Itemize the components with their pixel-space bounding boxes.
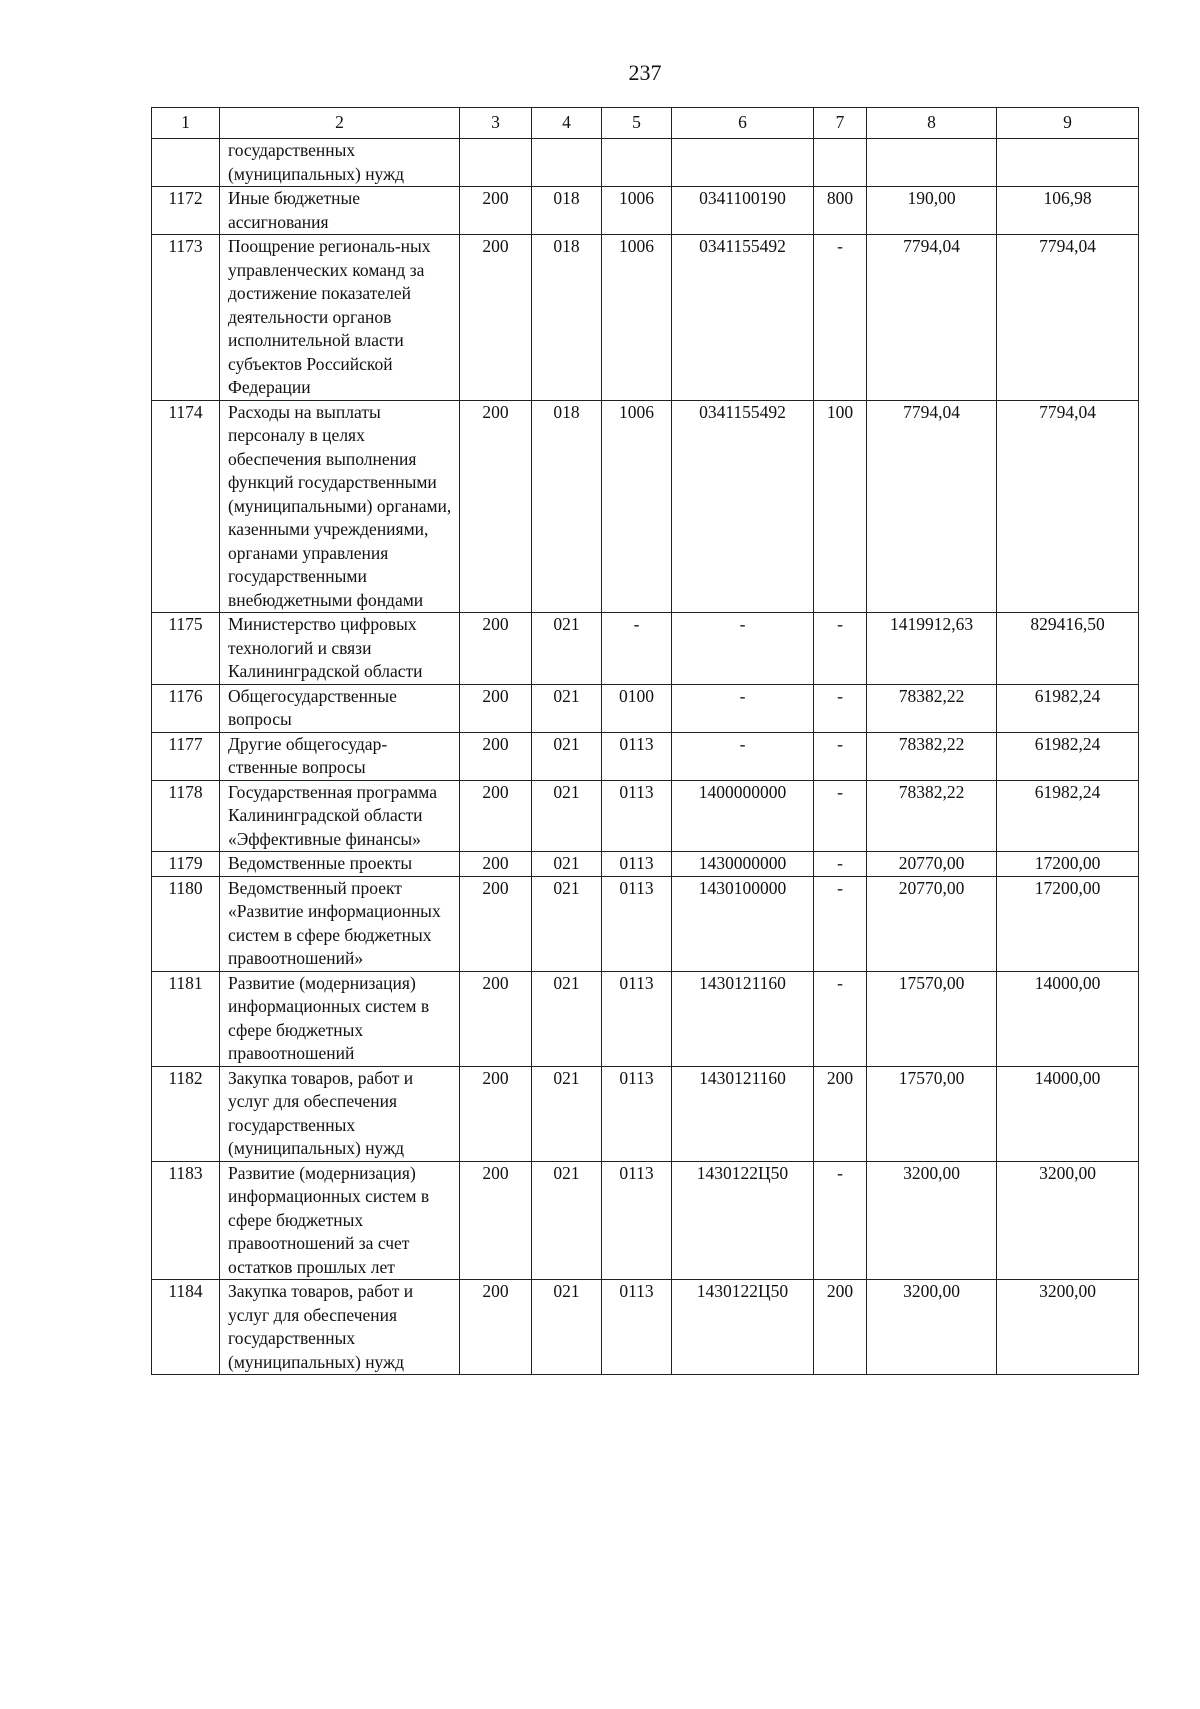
code-col4-cell: 021 bbox=[532, 732, 602, 780]
item-name-cell: Государственная программа Калининградской области «Эффективные финансы» bbox=[220, 780, 460, 852]
amount-col8-cell: 78382,22 bbox=[867, 684, 997, 732]
code-col6-cell: 1430121160 bbox=[672, 971, 814, 1066]
amount-col9-cell: 14000,00 bbox=[997, 971, 1139, 1066]
amount-col9-cell: 3200,00 bbox=[997, 1280, 1139, 1375]
amount-col9-cell: 61982,24 bbox=[997, 684, 1139, 732]
amount-col8-cell: 17570,00 bbox=[867, 971, 997, 1066]
code-col7-cell: - bbox=[814, 971, 867, 1066]
row-number-cell: 1177 bbox=[152, 732, 220, 780]
code-col7-cell: - bbox=[814, 876, 867, 971]
amount-col9-cell: 7794,04 bbox=[997, 400, 1139, 613]
code-col3-cell: 200 bbox=[460, 684, 532, 732]
amount-col8-cell: 7794,04 bbox=[867, 400, 997, 613]
table-row bbox=[152, 780, 1139, 852]
code-col7-cell: - bbox=[814, 613, 867, 685]
code-col5-cell: 1006 bbox=[602, 187, 672, 235]
amount-col8-cell: 17570,00 bbox=[867, 1066, 997, 1161]
code-col5-cell: 0113 bbox=[602, 971, 672, 1066]
code-col4-cell: 021 bbox=[532, 1161, 602, 1280]
amount-col9-cell: 106,98 bbox=[997, 187, 1139, 235]
amount-col9-cell: 829416,50 bbox=[997, 613, 1139, 685]
code-col7-cell: - bbox=[814, 684, 867, 732]
header-cell-2: 2 bbox=[220, 108, 460, 139]
amount-col9-cell: 61982,24 bbox=[997, 780, 1139, 852]
code-col3-cell: 200 bbox=[460, 1161, 532, 1280]
row-number-cell: 1181 bbox=[152, 971, 220, 1066]
item-name-cell: Ведомственный проект «Развитие информационных систем в сфере бюджетных правоотношений» bbox=[220, 876, 460, 971]
item-name-cell: государственных (муниципальных) нужд bbox=[220, 139, 460, 187]
code-col6-cell: 1430122Ц50 bbox=[672, 1161, 814, 1280]
code-col4-cell: 021 bbox=[532, 852, 602, 877]
amount-col9-cell: 17200,00 bbox=[997, 852, 1139, 877]
item-name-cell: Развитие (модернизация) информационных систем в сфере бюджетных правоотношений bbox=[220, 971, 460, 1066]
header-cell-8: 8 bbox=[867, 108, 997, 139]
code-col7-cell bbox=[814, 139, 867, 187]
header-cell-6: 6 bbox=[672, 108, 814, 139]
amount-col9-cell: 17200,00 bbox=[997, 876, 1139, 971]
code-col4-cell: 018 bbox=[532, 187, 602, 235]
code-col4-cell: 018 bbox=[532, 235, 602, 401]
code-col4-cell: 021 bbox=[532, 684, 602, 732]
code-col7-cell: 100 bbox=[814, 400, 867, 613]
code-col6-cell: 0341155492 bbox=[672, 235, 814, 401]
code-col3-cell: 200 bbox=[460, 852, 532, 877]
code-col4-cell: 021 bbox=[532, 971, 602, 1066]
header-row bbox=[152, 108, 1139, 139]
table-row bbox=[152, 876, 1139, 971]
item-name-cell: Закупка товаров, работ и услуг для обеспечения государственных (муниципальных) нужд bbox=[220, 1066, 460, 1161]
header-cell-5: 5 bbox=[602, 108, 672, 139]
code-col3-cell: 200 bbox=[460, 400, 532, 613]
code-col6-cell: 1430100000 bbox=[672, 876, 814, 971]
code-col6-cell: 0341100190 bbox=[672, 187, 814, 235]
code-col3-cell bbox=[460, 139, 532, 187]
code-col7-cell: - bbox=[814, 732, 867, 780]
code-col4-cell: 021 bbox=[532, 613, 602, 685]
item-name-cell: Ведомственные проекты bbox=[220, 852, 460, 877]
table-row bbox=[152, 684, 1139, 732]
amount-col9-cell: 14000,00 bbox=[997, 1066, 1139, 1161]
row-number-cell: 1182 bbox=[152, 1066, 220, 1161]
budget-table bbox=[151, 107, 1139, 1375]
amount-col8-cell: 78382,22 bbox=[867, 732, 997, 780]
code-col5-cell bbox=[602, 139, 672, 187]
code-col6-cell: 1400000000 bbox=[672, 780, 814, 852]
code-col5-cell: 0113 bbox=[602, 780, 672, 852]
amount-col8-cell: 78382,22 bbox=[867, 780, 997, 852]
code-col6-cell: 1430122Ц50 bbox=[672, 1280, 814, 1375]
code-col3-cell: 200 bbox=[460, 1066, 532, 1161]
code-col4-cell: 021 bbox=[532, 876, 602, 971]
table-row bbox=[152, 1161, 1139, 1280]
row-number-cell: 1172 bbox=[152, 187, 220, 235]
header-cell-4: 4 bbox=[532, 108, 602, 139]
table-row bbox=[152, 613, 1139, 685]
amount-col8-cell: 20770,00 bbox=[867, 852, 997, 877]
code-col3-cell: 200 bbox=[460, 876, 532, 971]
header-cell-1: 1 bbox=[152, 108, 220, 139]
code-col5-cell: 0113 bbox=[602, 852, 672, 877]
row-number-cell: 1173 bbox=[152, 235, 220, 401]
table-row bbox=[152, 1280, 1139, 1375]
amount-col8-cell: 3200,00 bbox=[867, 1161, 997, 1280]
row-number-cell: 1183 bbox=[152, 1161, 220, 1280]
code-col3-cell: 200 bbox=[460, 732, 532, 780]
amount-col9-cell: 7794,04 bbox=[997, 235, 1139, 401]
amount-col8-cell: 190,00 bbox=[867, 187, 997, 235]
item-name-cell: Расходы на выплаты персоналу в целях обеспечения выполнения функций государственными (муниципальными) органами, казенными учреждениями, органами управления государственными внебюджетными фондами bbox=[220, 400, 460, 613]
table-header bbox=[152, 108, 1139, 139]
item-name-cell: Другие общегосудар-ственные вопросы bbox=[220, 732, 460, 780]
code-col5-cell: 0113 bbox=[602, 1280, 672, 1375]
code-col5-cell: - bbox=[602, 613, 672, 685]
item-name-cell: Министерство цифровых технологий и связи Калининградской области bbox=[220, 613, 460, 685]
page-number: 237 bbox=[628, 60, 662, 85]
amount-col8-cell: 3200,00 bbox=[867, 1280, 997, 1375]
code-col5-cell: 0113 bbox=[602, 1066, 672, 1161]
row-number-cell: 1175 bbox=[152, 613, 220, 685]
code-col7-cell: 800 bbox=[814, 187, 867, 235]
table-row bbox=[152, 971, 1139, 1066]
table-row bbox=[152, 139, 1139, 187]
code-col7-cell: - bbox=[814, 1161, 867, 1280]
table-row bbox=[152, 235, 1139, 401]
code-col3-cell: 200 bbox=[460, 780, 532, 852]
code-col5-cell: 0113 bbox=[602, 1161, 672, 1280]
code-col7-cell: 200 bbox=[814, 1066, 867, 1161]
code-col4-cell bbox=[532, 139, 602, 187]
code-col7-cell: 200 bbox=[814, 1280, 867, 1375]
item-name-cell: Иные бюджетные ассигнования bbox=[220, 187, 460, 235]
amount-col9-cell bbox=[997, 139, 1139, 187]
code-col6-cell bbox=[672, 139, 814, 187]
code-col5-cell: 0100 bbox=[602, 684, 672, 732]
item-name-cell: Общегосударственные вопросы bbox=[220, 684, 460, 732]
table-row bbox=[152, 732, 1139, 780]
header-cell-7: 7 bbox=[814, 108, 867, 139]
amount-col8-cell: 20770,00 bbox=[867, 876, 997, 971]
code-col4-cell: 021 bbox=[532, 1066, 602, 1161]
code-col7-cell: - bbox=[814, 235, 867, 401]
row-number-cell: 1179 bbox=[152, 852, 220, 877]
code-col7-cell: - bbox=[814, 780, 867, 852]
code-col6-cell: 0341155492 bbox=[672, 400, 814, 613]
code-col3-cell: 200 bbox=[460, 187, 532, 235]
row-number-cell: 1180 bbox=[152, 876, 220, 971]
code-col6-cell: - bbox=[672, 732, 814, 780]
item-name-cell: Поощрение региональ-ных управленческих команд за достижение показателей деятельности органов исполнительной власти субъектов Российской Федерации bbox=[220, 235, 460, 401]
code-col4-cell: 018 bbox=[532, 400, 602, 613]
code-col5-cell: 1006 bbox=[602, 400, 672, 613]
code-col6-cell: - bbox=[672, 613, 814, 685]
row-number-cell bbox=[152, 139, 220, 187]
header-cell-9: 9 bbox=[997, 108, 1139, 139]
amount-col8-cell bbox=[867, 139, 997, 187]
table-row bbox=[152, 852, 1139, 877]
amount-col8-cell: 7794,04 bbox=[867, 235, 997, 401]
row-number-cell: 1176 bbox=[152, 684, 220, 732]
code-col5-cell: 1006 bbox=[602, 235, 672, 401]
code-col7-cell: - bbox=[814, 852, 867, 877]
table-body bbox=[152, 139, 1139, 1375]
row-number-cell: 1178 bbox=[152, 780, 220, 852]
code-col3-cell: 200 bbox=[460, 235, 532, 401]
table-row bbox=[152, 187, 1139, 235]
code-col6-cell: 1430000000 bbox=[672, 852, 814, 877]
amount-col9-cell: 3200,00 bbox=[997, 1161, 1139, 1280]
table-row bbox=[152, 1066, 1139, 1161]
amount-col8-cell: 1419912,63 bbox=[867, 613, 997, 685]
item-name-cell: Закупка товаров, работ и услуг для обеспечения государственных (муниципальных) нужд bbox=[220, 1280, 460, 1375]
code-col5-cell: 0113 bbox=[602, 732, 672, 780]
amount-col9-cell: 61982,24 bbox=[997, 732, 1139, 780]
row-number-cell: 1174 bbox=[152, 400, 220, 613]
code-col6-cell: - bbox=[672, 684, 814, 732]
code-col4-cell: 021 bbox=[532, 780, 602, 852]
item-name-cell: Развитие (модернизация) информационных систем в сфере бюджетных правоотношений за счет остатков прошлых лет bbox=[220, 1161, 460, 1280]
code-col3-cell: 200 bbox=[460, 971, 532, 1066]
code-col3-cell: 200 bbox=[460, 1280, 532, 1375]
code-col5-cell: 0113 bbox=[602, 876, 672, 971]
table-row bbox=[152, 400, 1139, 613]
header-cell-3: 3 bbox=[460, 108, 532, 139]
code-col6-cell: 1430121160 bbox=[672, 1066, 814, 1161]
row-number-cell: 1184 bbox=[152, 1280, 220, 1375]
code-col4-cell: 021 bbox=[532, 1280, 602, 1375]
code-col3-cell: 200 bbox=[460, 613, 532, 685]
